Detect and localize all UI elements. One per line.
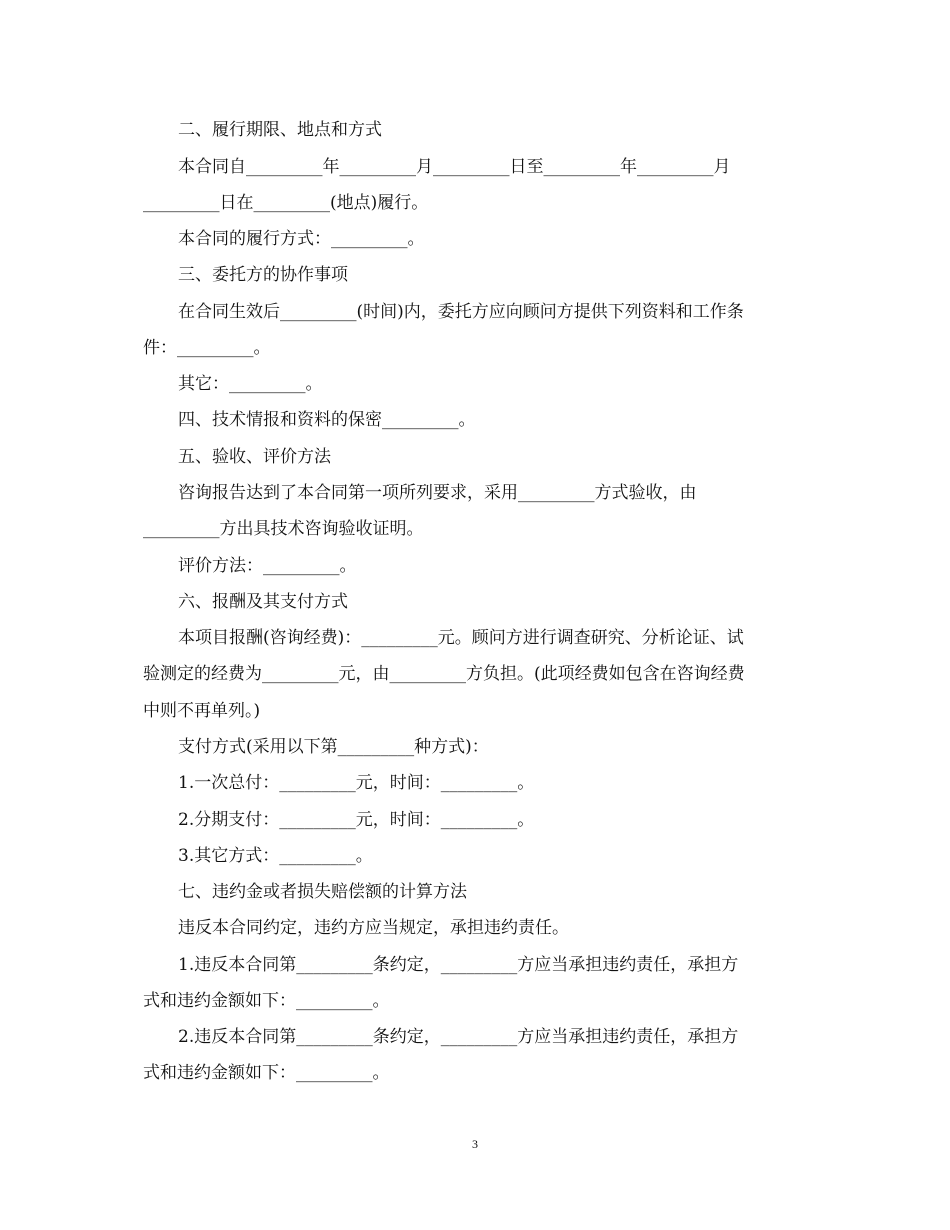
section-heading-7: 七、违约金或者损失赔偿额的计算方法 (178, 882, 467, 902)
list-item: 1.违反本合同第_________条约定，_________方应当承担违约责任，承担方 (178, 955, 739, 975)
paragraph-line: 咨询报告达到了本合同第一项所列要求，采用_________方式验收，由 (178, 483, 697, 503)
paragraph-line: 本合同的履行方式：_________。 (178, 229, 425, 249)
paragraph-line: 式和违约金额如下：_________。 (143, 991, 390, 1011)
list-item: 1.一次总付：_________元，时间：_________。 (178, 773, 535, 793)
list-item: 3.其它方式：_________。 (178, 846, 373, 866)
paragraph-line: 件：_________。 (143, 338, 271, 358)
paragraph-line: 中则不再单列。) (143, 701, 261, 721)
section-heading-6: 六、报酬及其支付方式 (178, 592, 348, 612)
list-item: 2.分期支付：_________元，时间：_________。 (178, 810, 535, 830)
list-item: 2.违反本合同第_________条约定，_________方应当承担违约责任，承担方 (178, 1027, 739, 1047)
paragraph-line: 评价方法：_________。 (178, 556, 357, 576)
paragraph-line: 验测定的经费为_________元，由_________方负担。(此项经费如包含在咨询经费 (143, 664, 745, 684)
paragraph-line: 式和违约金额如下：_________。 (143, 1063, 390, 1083)
section-heading-3: 三、委托方的协作事项 (178, 265, 348, 285)
paragraph-line: 在合同生效后_________(时间)内，委托方应向顾问方提供下列资料和工作条 (178, 302, 744, 322)
paragraph-line: 本项目报酬(咨询经费)：_________元。顾问方进行调查研究、分析论证、试 (178, 628, 744, 648)
section-heading-5: 五、验收、评价方法 (178, 447, 331, 467)
paragraph-line: 违反本合同约定，违约方应当规定，承担违约责任。 (178, 918, 569, 938)
section-heading-4: 四、技术情报和资料的保密_________。 (178, 410, 476, 430)
paragraph-line: _________日在_________(地点)履行。 (143, 193, 429, 213)
section-heading-2: 二、履行期限、地点和方式 (178, 120, 382, 140)
paragraph-line: _________方出具技术咨询验收证明。 (143, 519, 424, 539)
page-number: 3 (472, 1137, 478, 1151)
paragraph-line: 本合同自_________年_________月_________日至_________年_________月 (178, 157, 731, 177)
paragraph-line: 其它：_________。 (178, 374, 323, 394)
paragraph-line: 支付方式(采用以下第_________种方式)： (178, 737, 489, 757)
